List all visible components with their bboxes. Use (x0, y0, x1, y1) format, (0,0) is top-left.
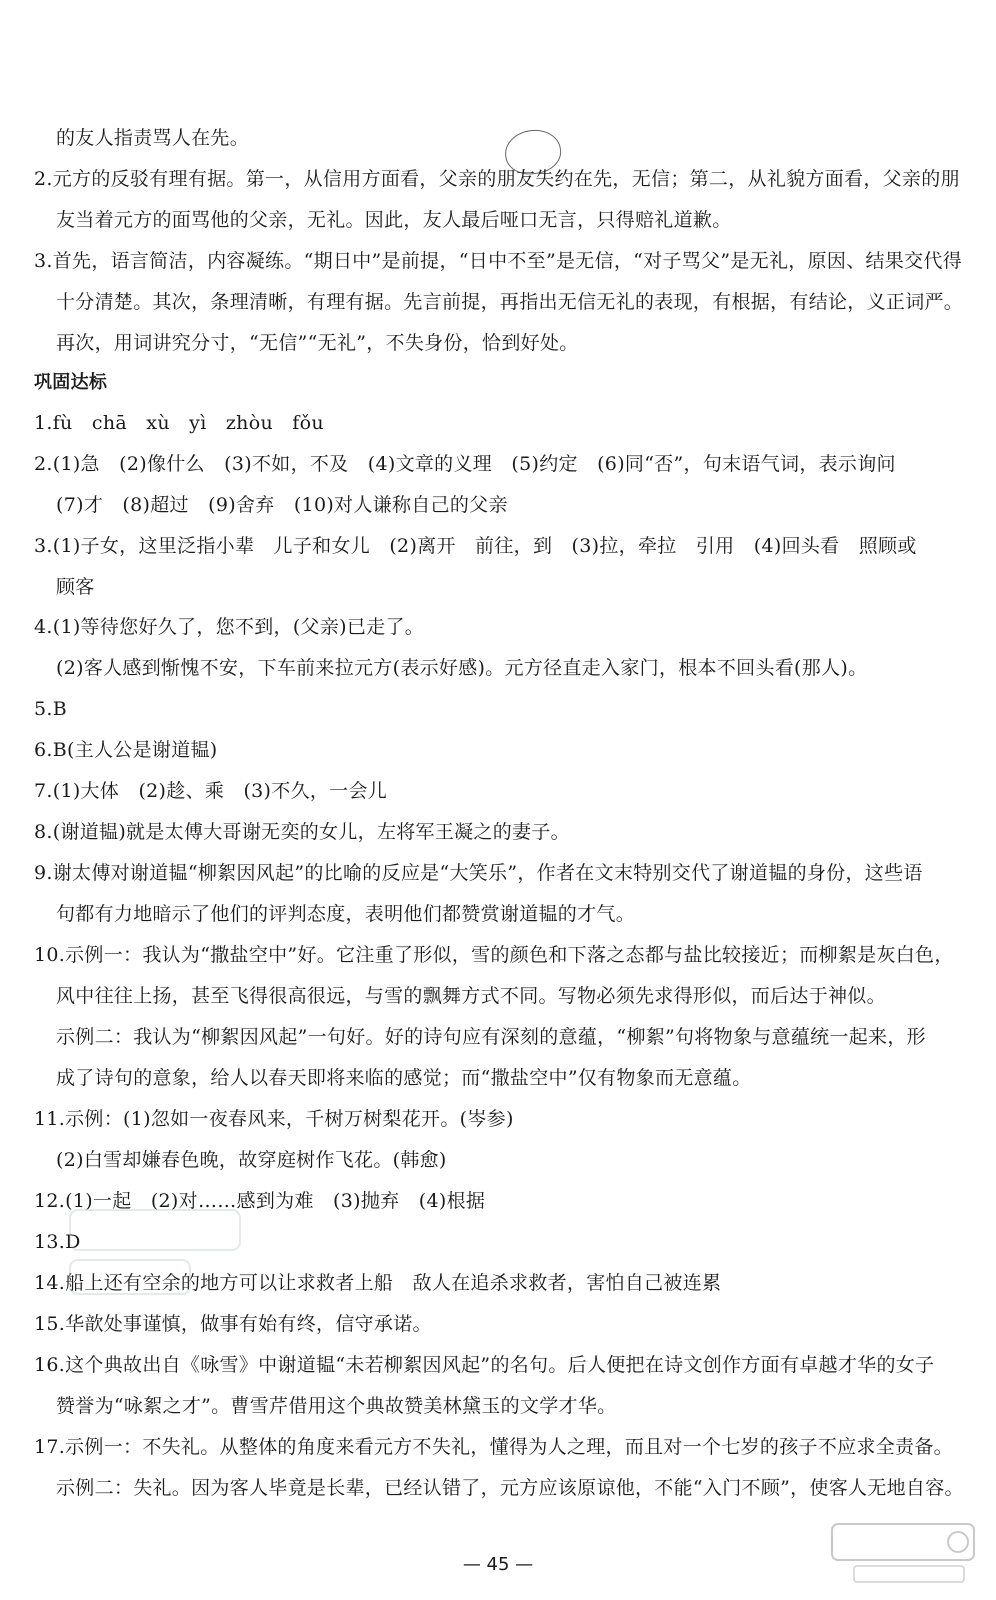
text-line: 2.(1)急 (2)像什么 (3)不如，不及 (4)文章的义理 (5)约定 (6)同“否”，句末语气词，表示询问 (34, 453, 896, 475)
text-line: 8.(谢道韫)就是太傅大哥谢无奕的女儿，左将军王凝之的妻子。 (34, 821, 570, 843)
text-line: 14.船上还有空余的地方可以让求救者上船 敌人在追杀求救者，害怕自己被连累 (34, 1272, 722, 1294)
faint-watermark-logo (60, 1196, 250, 1306)
text-line: 友当着元方的面骂他的父亲，无礼。因此，友人最后哑口无言，只得赔礼道歉。 (56, 209, 732, 231)
text-line: 1.fù chā xù yì zhòu fǒu (34, 412, 324, 434)
text-line: 的友人指责骂人在先。 (56, 127, 250, 149)
text-line: 4.(1)等待您好久了，您不到，(父亲)已走了。 (34, 616, 425, 638)
text-line: 3.(1)子女，这里泛指小辈 儿子和女儿 (2)离开 前往，到 (3)拉，牵拉 引用 (4)回头看 照顾或 (34, 535, 917, 557)
text-line: 15.华歆处事谨慎，做事有始有终，信守承诺。 (34, 1313, 432, 1335)
text-line: (2)白雪却嫌春色晚，故穿庭树作飞花。(韩愈) (56, 1149, 447, 1171)
text-line: 10.示例一：我认为“撒盐空中”好。它注重了形似，雪的颜色和下落之态都与盐比较接近；而柳絮是灰白色， (34, 944, 954, 966)
text-line: 示例二：我认为“柳絮因风起”一句好。好的诗句应有深刻的意蕴，“柳絮”句将物象与意蕴统一起来，形 (56, 1026, 926, 1048)
text-line: 16.这个典故出自《咏雪》中谢道韫“未若柳絮因风起”的名句。后人便把在诗文创作方面有卓越才华的女子 (34, 1354, 935, 1376)
text-line: 13.D (34, 1231, 81, 1253)
text-line: 2.元方的反驳有理有据。第一，从信用方面看，父亲的朋友失约在先，无信；第二，从礼貌方面看，父亲的朋 (34, 168, 960, 190)
text-line: 再次，用词讲究分寸，“无信”“无礼”，不失身份，恰到好处。 (56, 332, 579, 354)
text-line: 9.谢太傅对谢道韫“柳絮因风起”的比喻的反应是“大笑乐”，作者在文末特别交代了谢道韫的身份，这些语 (34, 862, 923, 884)
text-line: 7.(1)大体 (2)趁、乘 (3)不久，一会儿 (34, 780, 388, 802)
text-line: 句都有力地暗示了他们的评判态度，表明他们都赞赏谢道韫的才气。 (56, 903, 636, 925)
section-heading: 巩固达标 (34, 372, 108, 393)
page-number: — 45 — (462, 1554, 534, 1575)
text-line: (2)客人感到惭愧不安，下车前来拉元方(表示好感)。元方径直走入家门，根本不回头看(那人)。 (56, 657, 868, 679)
text-line: 成了诗句的意象，给人以春天即将来临的感觉；而“撒盐空中”仅有物象而无意蕴。 (56, 1067, 752, 1089)
text-line: 6.B(主人公是谢道韫) (34, 739, 218, 761)
text-line: 12.(1)一起 (2)对……感到为难 (3)抛弃 (4)根据 (34, 1190, 486, 1212)
text-line: 3.首先，语言简洁，内容凝练。“期日中”是前提，“日中不至”是无信，“对子骂父”是无礼，原因、结果交代得 (34, 250, 963, 272)
text-line: 示例二：失礼。因为客人毕竟是长辈，已经认错了，元方应该原谅他，不能“入门不顾”，使客人无地自容。 (56, 1477, 964, 1499)
watermark-logo (828, 1520, 978, 1586)
text-line: (7)才 (8)超过 (9)舍弃 (10)对人谦称自己的父亲 (56, 494, 508, 516)
text-line: 11.示例：(1)忽如一夜春风来，千树万树梨花开。(岑参) (34, 1108, 514, 1130)
text-line: 顾客 (56, 576, 95, 598)
text-line: 十分清楚。其次，条理清晰，有理有据。先言前提，再指出无信无礼的表现，有根据，有结论，义正词严。 (56, 291, 964, 313)
text-line: 17.示例一：不失礼。从整体的角度来看元方不失礼，懂得为人之理，而且对一个七岁的孩子不应求全责备。 (34, 1436, 953, 1458)
text-line: 风中往往上扬，甚至飞得很高很远，与雪的飘舞方式不同。写物必须先求得形似，而后达于神似。 (56, 985, 886, 1007)
text-line: 5.B (34, 698, 67, 720)
text-line: 赞誉为“咏絮之才”。曹雪芹借用这个典故赞美林黛玉的文学才华。 (56, 1395, 617, 1417)
